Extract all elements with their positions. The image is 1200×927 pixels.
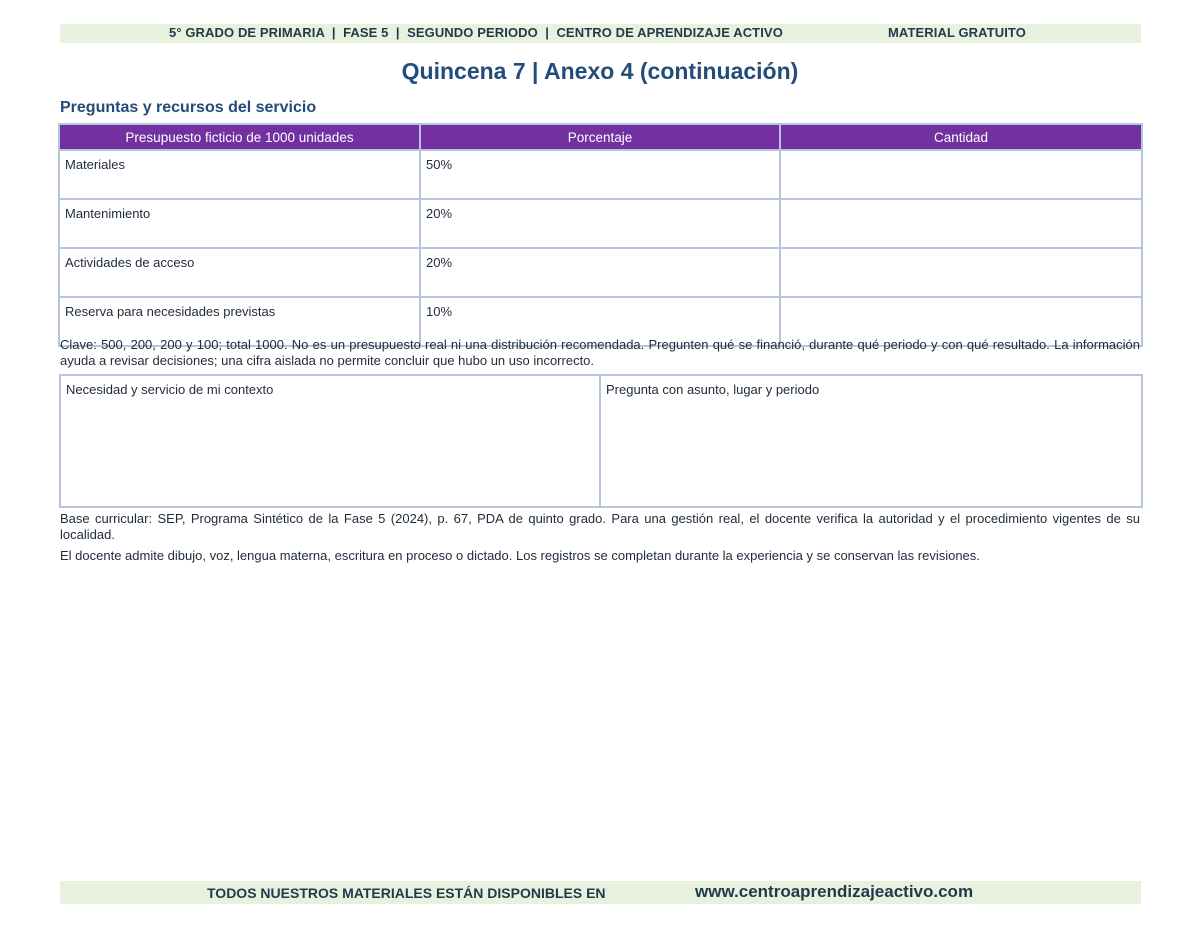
section-subtitle: Preguntas y recursos del servicio [60,99,317,116]
context-row [60,375,1142,507]
admission-note: El docente admite dibujo, voz, lengua materna, escritura en proceso o dictado. Los registros se completan durante la experiencia y se conservan las revisiones. [60,548,980,563]
header-concept: Presupuesto ficticio de 1000 unidades [59,124,420,150]
concept-cell: Materiales [59,150,420,199]
concept-cell: Reserva para necesidades previstas [59,297,420,346]
header-percent: Porcentaje [420,124,780,150]
concept-cell: Actividades de acceso [59,248,420,297]
percent-cell: 20% [420,199,780,248]
context-table [59,374,1143,508]
amount-cell[interactable] [780,199,1142,248]
amount-cell[interactable] [780,248,1142,297]
amount-cell[interactable] [780,150,1142,199]
budget-header-row [59,124,1142,150]
table-row [59,248,1142,297]
key-note: Clave: 500, 200, 200 y 100; total 1000. No es un presupuesto real ni una distribución recomendada. Pregunten qué se financió, durante qué periodo y con qué resultado. La información ayuda a revisar decisiones; una cifra aislada no permite concluir que hubo un uso incorrecto. [60,337,1140,368]
budget-table [58,123,1143,347]
bottom-banner [60,881,1141,904]
availability-text: TODOS NUESTROS MATERIALES ESTÁN DISPONIBLES EN [207,885,606,901]
page-title: Quincena 7 | Anexo 4 (continuación) [401,58,799,84]
percent-cell: 10% [420,297,780,346]
table-row [59,150,1142,199]
top-banner [60,24,1141,43]
percent-cell: 20% [420,248,780,297]
website-link[interactable]: www.centroaprendizajeactivo.com [695,882,974,901]
table-row [59,199,1142,248]
percent-cell: 50% [420,150,780,199]
free-material-label: MATERIAL GRATUITO [888,25,1026,40]
need-cell[interactable]: Necesidad y servicio de mi contexto [60,375,600,507]
curricular-base-note: Base curricular: SEP, Programa Sintético de la Fase 5 (2024), p. 67, PDA de quinto grado. Para una gestión real, el docente verifica la autoridad y el procedimiento vigentes de su localidad. [60,511,1140,542]
grade-info: 5° GRADO DE PRIMARIA | FASE 5 | SEGUNDO PERIODO | CENTRO DE APRENDIZAJE ACTIVO [169,25,783,40]
header-amount: Cantidad [780,124,1142,150]
concept-cell: Mantenimiento [59,199,420,248]
question-cell[interactable]: Pregunta con asunto, lugar y periodo [600,375,1142,507]
